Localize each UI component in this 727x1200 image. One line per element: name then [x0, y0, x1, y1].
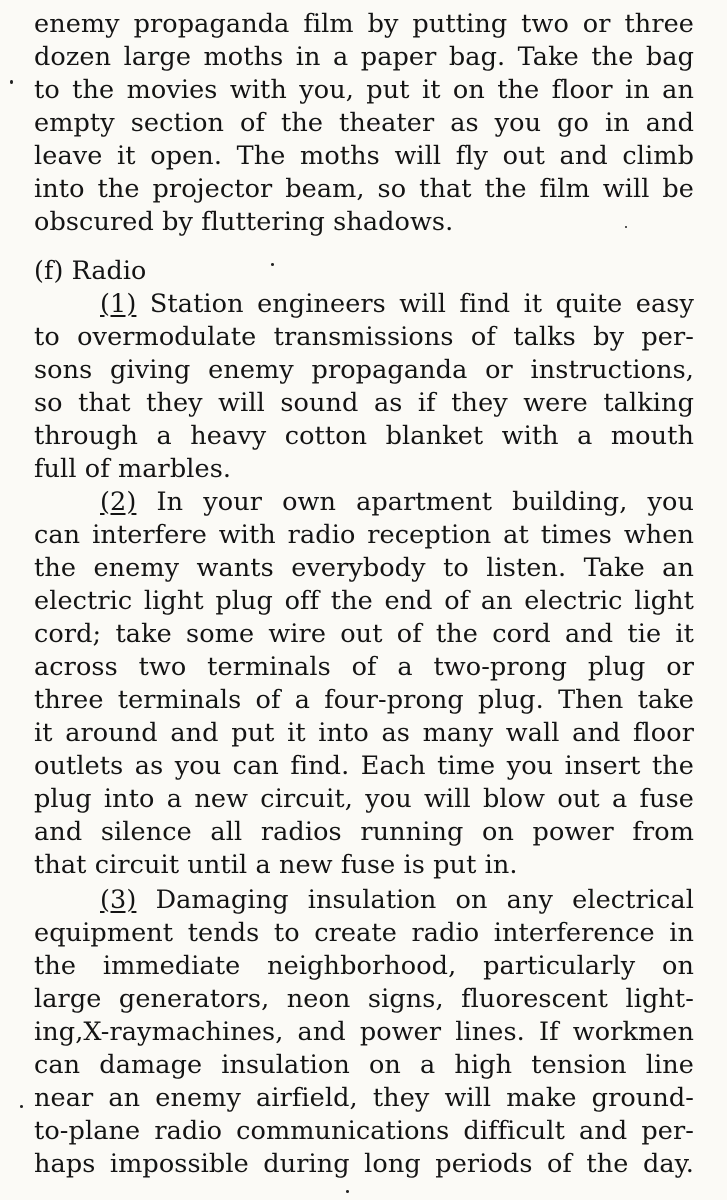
item3-line-7: near an enemy airfield, they will make ground- — [34, 1083, 694, 1113]
item1-line-3: sons giving enemy propaganda or instructions, — [34, 355, 694, 385]
scan-speck — [271, 263, 274, 266]
item3-line-4: large generators, neon signs, fluorescent light- — [34, 984, 694, 1014]
item1-line-6: full of marbles. — [34, 454, 232, 484]
item2-line-6: across two terminals of a two-prong plug or — [34, 652, 694, 682]
intro-line-1: enemy propaganda film by putting two or three — [34, 9, 694, 39]
item2-line-7: three terminals of a four-prong plug. Then take — [34, 685, 694, 715]
scan-speck — [346, 1190, 349, 1193]
item3-line-1 — [100, 884, 694, 917]
item2-line-5: cord; take some wire out of the cord and tie it — [34, 619, 694, 649]
scan-speck — [10, 80, 13, 84]
item2-line-2: can interfere with radio reception at times when — [34, 520, 694, 550]
item3-line-6: can damage insulation on a high tension line — [34, 1050, 694, 1080]
item2-number: (2) — [100, 487, 137, 517]
scan-speck — [625, 226, 627, 228]
item2-line-4: electric light plug off the end of an electric light — [34, 586, 694, 616]
item3-first-text: Damaging insulation on any electrical — [155, 885, 694, 915]
item2-line-10: plug into a new circuit, you will blow out a fuse — [34, 784, 694, 814]
intro-line-6: into the projector beam, so that the film will be — [34, 174, 694, 204]
intro-line-7: obscured by fluttering shadows. — [34, 207, 454, 237]
intro-line-2: dozen large moths in a paper bag. Take the bag — [34, 42, 694, 72]
section-heading-radio: (f) Radio — [34, 255, 147, 285]
item1-first-text: Station engineers will find it quite easy — [149, 289, 694, 319]
item2-first-text: In your own apartment building, you — [156, 487, 694, 517]
item3-line-3: the immediate neighborhood, particularly on — [34, 951, 694, 981]
item3-line-5: ing,X-raymachines, and power lines. If workmen — [34, 1017, 694, 1047]
item1-line-2: to overmodulate transmissions of talks by per- — [34, 322, 694, 352]
item1-number: (1) — [100, 289, 137, 319]
item2-line-3: the enemy wants everybody to listen. Take an — [34, 553, 694, 583]
item1-line-5: through a heavy cotton blanket with a mouth — [34, 421, 694, 451]
scan-speck — [20, 1105, 23, 1108]
item3-number: (3) — [100, 885, 137, 915]
item2-line-1 — [100, 486, 694, 519]
item1-line-1 — [100, 288, 694, 321]
item2-line-11: and silence all radios running on power from — [34, 817, 694, 847]
item2-line-9: outlets as you can find. Each time you insert the — [34, 751, 694, 781]
item3-line-2: equipment tends to create radio interference in — [34, 918, 694, 948]
item3-line-9: haps impossible during long periods of the day. — [34, 1149, 694, 1179]
item3-line-8: to-plane radio communications difficult and per- — [34, 1116, 694, 1146]
item2-line-8: it around and put it into as many wall and floor — [34, 718, 694, 748]
intro-line-4: empty section of the theater as you go in and — [34, 108, 694, 138]
item1-line-4: so that they will sound as if they were talking — [34, 388, 694, 418]
intro-line-5: leave it open. The moths will fly out and climb — [34, 141, 694, 171]
item2-line-12: that circuit until a new fuse is put in. — [34, 850, 518, 880]
intro-line-3: to the movies with you, put it on the floor in an — [34, 75, 694, 105]
